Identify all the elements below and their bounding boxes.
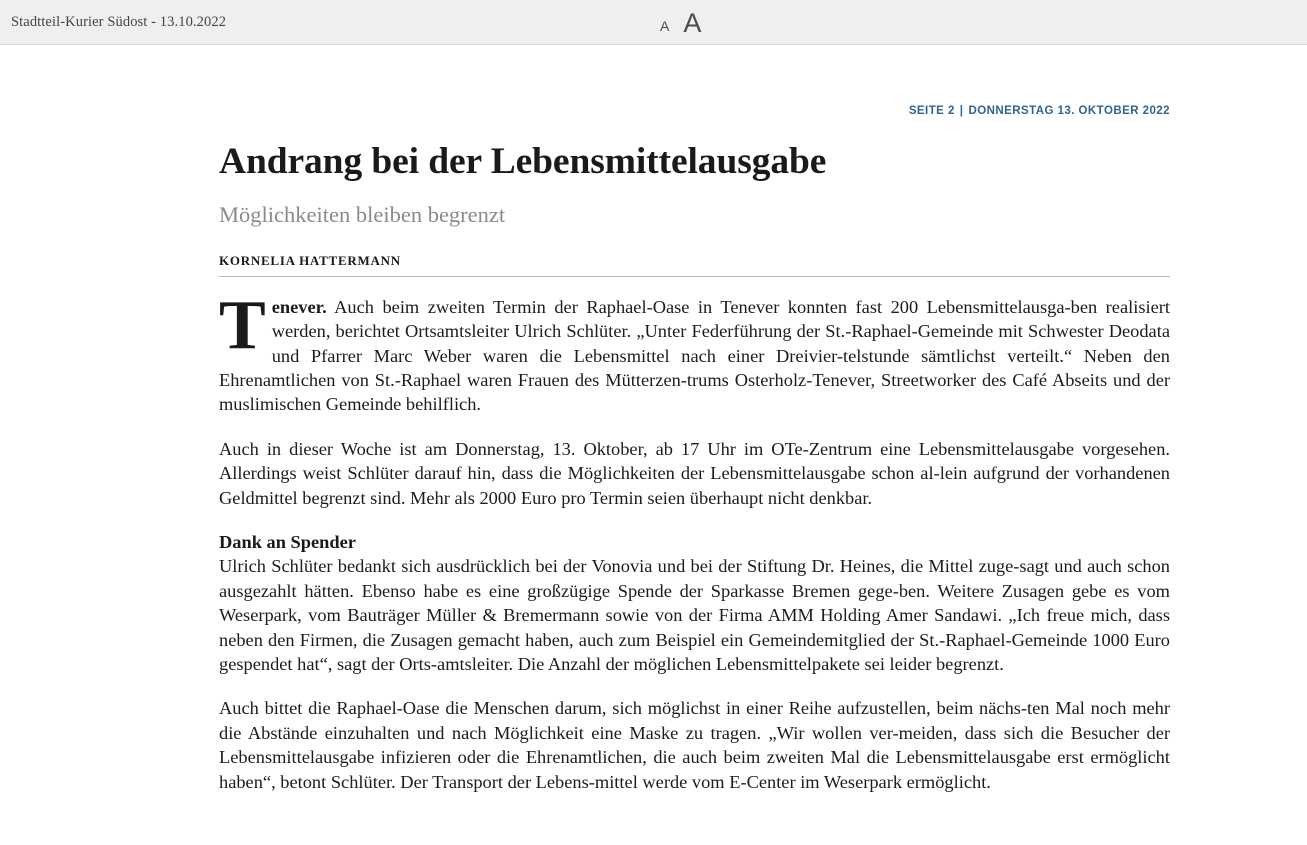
- dateline: enever.: [271, 296, 327, 317]
- article-byline: KORNELIA HATTERMANN: [219, 253, 1170, 277]
- section-subheading: Dank an Spender: [219, 532, 356, 552]
- article-subheadline: Möglichkeiten bleiben begrenzt: [219, 201, 506, 227]
- article-page: [0, 45, 1307, 845]
- font-increase-button[interactable]: A: [683, 8, 702, 38]
- paragraph-lead: [219, 286, 1170, 417]
- paragraph-2: Auch in dieser Woche ist am Donnerstag, 13. Oktober, ab 17 Uhr im OTe-Zentrum eine Lebensmittelausgabe vorgesehen. Allerdings weist Schlüter darauf hin, dass die Möglichkeiten der Lebensmittelausgabe schon al-lein aufgrund der vorhandenen Geldmittel begrenzt sind. Mehr als 2000 Euro pro Termin seien überhaupt nicht denkbar.: [219, 438, 1170, 508]
- drop-cap: T: [219, 286, 266, 364]
- font-size-controls: [660, 0, 701, 45]
- publication-title: Stadtteil-Kurier Südost - 13.10.2022: [11, 13, 227, 30]
- page-meta: [909, 105, 1170, 117]
- page-number-label: SEITE 2: [908, 105, 955, 117]
- reader-toolbar: [0, 0, 1307, 45]
- article-headline: Andrang bei der Lebensmittelausgabe: [219, 141, 827, 182]
- font-decrease-button[interactable]: A: [660, 17, 670, 34]
- paragraph-3: Ulrich Schlüter bedankt sich ausdrücklich bei der Vonovia und bei der Stiftung Dr. Heines, die Mittel zuge-sagt und auch schon ausgezahlt hätten. Ebenso habe es eine großzügige Spende der Sparkasse Bremen gege-ben. Weitere Zusagen gebe es vom Weserpark, vom Bauträger Müller & Bremermann sowie von der Firma AMM Holding Amer Sandawi. „Ich freue mich, dass neben den Firmen, die Zusagen gemacht haben, auch zum Beispiel ein Gemeindemitglied der St.-Raphael-Gemeinde 1000 Euro gespendet hat“, sagt der Orts-amtsleiter. Die Anzahl der möglichen Lebensmittelpakete sei leider begrenzt.: [219, 556, 1170, 675]
- meta-separator: |: [959, 105, 964, 117]
- paragraph-lead-text: Auch beim zweiten Termin der Raphael-Oase in Tenever konnten fast 200 Lebensmittelausga-ben realisiert werden, berichtet Ortsamtsleiter Ulrich Schlüter. „Unter Federführung der St.-Raphael-Gemeinde mit Schwester Deodata und Pfarrer Marc Weber waren die Lebensmittel nach einer Dreivier-telstunde sämtlichst verteilt.“ Neben den Ehrenamtlichen von St.-Raphael waren Frauen des Mütterzen-trums Osterholz-Tenever, Streetworker des Café Abseits und der muslimischen Gemeinde behilflich.: [219, 296, 1170, 415]
- article-text: [219, 286, 1170, 794]
- paragraph-4: Auch bittet die Raphael-Oase die Menschen darum, sich möglichst in einer Reihe aufzustellen, beim nächs-ten Mal noch mehr die Abstände einzuhalten und nach Möglichkeit eine Maske zu tragen. „Wir wollen ver-meiden, dass sich die Besucher der Lebensmittelausgabe infizieren oder die Ehrenamtlichen, die auch beim zweiten Mal die Lebensmittelausgabe erst ermöglicht haben“, betont Schlüter. Der Transport der Lebens-mittel werde vom E-Center im Weserpark ermöglicht.: [219, 698, 1170, 792]
- article-body: [219, 141, 1170, 794]
- page-date-label: DONNERSTAG 13. OKTOBER 2022: [968, 105, 1170, 117]
